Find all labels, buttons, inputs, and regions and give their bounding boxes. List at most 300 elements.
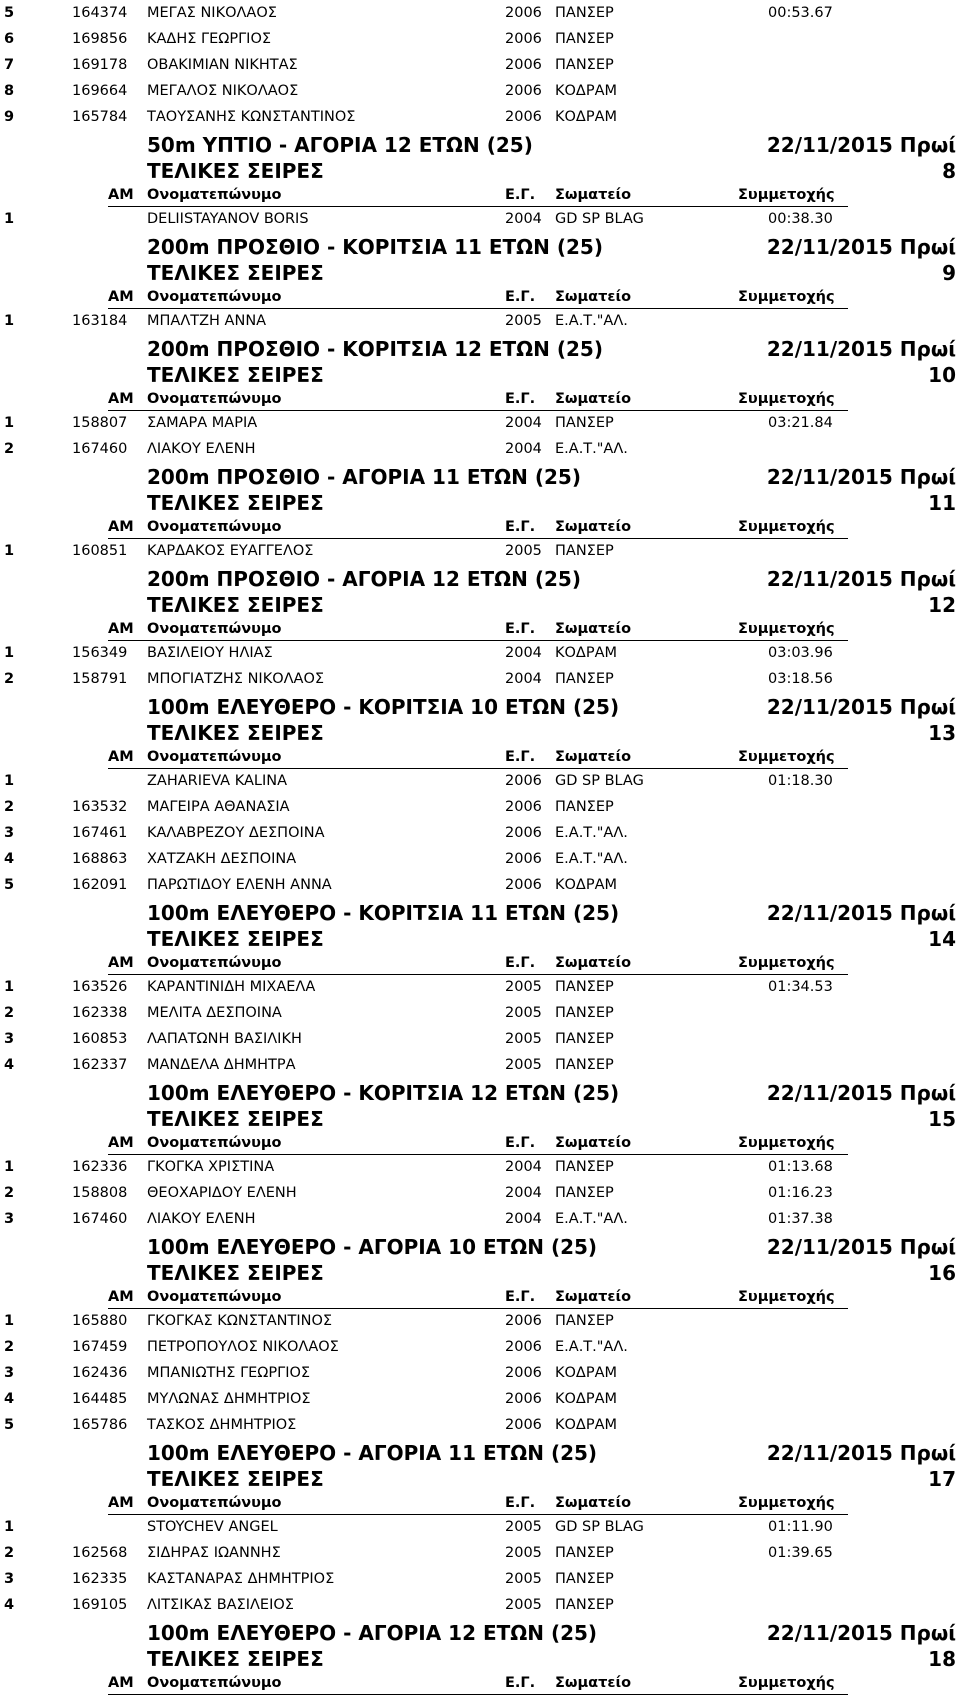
club-cell: ΚΟΔΡΑΜ <box>555 109 618 125</box>
rank-cell: 1 <box>4 415 15 431</box>
birth-year-cell: 2006 <box>505 5 542 21</box>
header-name: Ονοματεπώνυμο <box>147 1495 282 1511</box>
header-club: Σωματείο <box>555 1289 632 1305</box>
rank-cell: 3 <box>4 1031 15 1047</box>
club-cell: ΚΟΔΡΑΜ <box>555 1391 618 1407</box>
club-cell: ΠΑΝΣΕΡ <box>555 1159 614 1175</box>
event-final-label: ΤΕΛΙΚΕΣ ΣΕΙΡΕΣ <box>147 593 324 617</box>
athlete-name-cell: ΚΑΡΑΝΤΙΝΙΔΗ ΜΙΧΑΕΛΑ <box>147 979 316 995</box>
athlete-id-cell: 160853 <box>72 1031 128 1047</box>
athlete-name-cell: ΟΒΑΚΙΜΙΑΝ ΝΙΚΗΤΑΣ <box>147 57 298 73</box>
header-eg: Ε.Γ. <box>505 1675 536 1691</box>
event-title: 200m ΠΡΟΣΘΙΟ - ΑΓΟΡΙΑ 11 ΕΤΩΝ (25) <box>147 465 581 489</box>
club-cell: ΠΑΝΣΕΡ <box>555 1597 614 1613</box>
result-row <box>0 846 960 872</box>
athlete-id-cell: 169105 <box>72 1597 128 1613</box>
event-section <box>0 462 960 564</box>
event-final-label: ΤΕΛΙΚΕΣ ΣΕΙΡΕΣ <box>147 1647 324 1671</box>
event-header <box>0 898 960 974</box>
club-cell: ΚΟΔΡΑΜ <box>555 645 618 661</box>
result-row <box>0 1206 960 1232</box>
header-am: ΑΜ <box>108 955 134 971</box>
club-cell: ΠΑΝΣΕΡ <box>555 1185 614 1201</box>
athlete-name-cell: ΠΑΡΩΤΙΔΟΥ ΕΛΕΝΗ ΑΝΝΑ <box>147 877 332 893</box>
athlete-id-cell: 165784 <box>72 109 128 125</box>
column-headers <box>0 1132 960 1154</box>
athlete-name-cell: ΒΑΣΙΛΕΙΟΥ ΗΛΙΑΣ <box>147 645 273 661</box>
athlete-name-cell: ΚΑΛΑΒΡΕΖΟΥ ΔΕΣΠΟΙΝΑ <box>147 825 325 841</box>
athlete-id-cell: 162337 <box>72 1057 128 1073</box>
birth-year-cell: 2006 <box>505 1365 542 1381</box>
birth-year-cell: 2006 <box>505 109 542 125</box>
rank-cell: 4 <box>4 851 15 867</box>
event-section <box>0 1232 960 1438</box>
birth-year-cell: 2006 <box>505 1339 542 1355</box>
header-participation: Συμμετοχής <box>738 1135 835 1151</box>
event-number: 16 <box>928 1261 956 1285</box>
header-name: Ονοματεπώνυμο <box>147 955 282 971</box>
athlete-id-cell: 167461 <box>72 825 128 841</box>
club-cell: Ε.Α.Τ."ΑΛ. <box>555 313 628 329</box>
time-cell: 03:18.56 <box>768 671 833 687</box>
column-headers <box>0 746 960 768</box>
athlete-name-cell: STOYCHEV ANGEL <box>147 1519 278 1535</box>
athlete-id-cell: 162091 <box>72 877 128 893</box>
birth-year-cell: 2004 <box>505 671 542 687</box>
athlete-name-cell: ΜΠΑΛΤΖΗ ΑΝΝΑ <box>147 313 267 329</box>
athlete-id-cell: 165786 <box>72 1417 128 1433</box>
rank-cell: 1 <box>4 1159 15 1175</box>
result-row <box>0 538 960 564</box>
header-eg: Ε.Γ. <box>505 289 536 305</box>
result-row <box>0 308 960 334</box>
event-final-label: ΤΕΛΙΚΕΣ ΣΕΙΡΕΣ <box>147 1107 324 1131</box>
birth-year-cell: 2006 <box>505 773 542 789</box>
header-am: ΑΜ <box>108 1495 134 1511</box>
rank-cell: 3 <box>4 1211 15 1227</box>
rank-cell: 1 <box>4 1519 15 1535</box>
event-date: 22/11/2015 Πρωί <box>766 1235 956 1259</box>
club-cell: ΠΑΝΣΕΡ <box>555 1313 614 1329</box>
athlete-id-cell: 163184 <box>72 313 128 329</box>
birth-year-cell: 2005 <box>505 543 542 559</box>
time-cell: 03:21.84 <box>768 415 833 431</box>
club-cell: ΠΑΝΣΕΡ <box>555 1571 614 1587</box>
athlete-id-cell: 168863 <box>72 851 128 867</box>
athlete-name-cell: ΘΕΟΧΑΡΙΔΟΥ ΕΛΕΝΗ <box>147 1185 297 1201</box>
event-section <box>0 1078 960 1232</box>
event-final-label: ΤΕΛΙΚΕΣ ΣΕΙΡΕΣ <box>147 491 324 515</box>
header-name: Ονοματεπώνυμο <box>147 749 282 765</box>
column-headers <box>0 516 960 538</box>
club-cell: GD SP BLAG <box>555 1519 644 1535</box>
athlete-id-cell: 167459 <box>72 1339 128 1355</box>
birth-year-cell: 2006 <box>505 799 542 815</box>
event-section <box>0 232 960 334</box>
athlete-name-cell: ΜΠΑΝΙΩΤΗΣ ΓΕΩΡΓΙΟΣ <box>147 1365 311 1381</box>
event-date: 22/11/2015 Πρωί <box>766 901 956 925</box>
athlete-id-cell: 163526 <box>72 979 128 995</box>
club-cell: ΠΑΝΣΕΡ <box>555 1545 614 1561</box>
event-number: 12 <box>928 593 956 617</box>
event-header <box>0 334 960 410</box>
event-date: 22/11/2015 Πρωί <box>766 1081 956 1105</box>
rank-cell: 3 <box>4 1365 15 1381</box>
rank-cell: 2 <box>4 1339 15 1355</box>
club-cell: ΠΑΝΣΕΡ <box>555 57 614 73</box>
column-headers <box>0 184 960 206</box>
time-cell: 00:38.30 <box>768 211 833 227</box>
club-cell: ΚΟΔΡΑΜ <box>555 1417 618 1433</box>
club-cell: ΠΑΝΣΕΡ <box>555 543 614 559</box>
event-number: 14 <box>928 927 956 951</box>
event-date: 22/11/2015 Πρωί <box>766 133 956 157</box>
rank-cell: 1 <box>4 211 15 227</box>
event-header <box>0 232 960 308</box>
athlete-id-cell: 169664 <box>72 83 128 99</box>
rank-cell: 2 <box>4 1185 15 1201</box>
rank-cell: 2 <box>4 441 15 457</box>
header-eg: Ε.Γ. <box>505 519 536 535</box>
athlete-id-cell: 163532 <box>72 799 128 815</box>
athlete-id-cell: 162336 <box>72 1159 128 1175</box>
header-participation: Συμμετοχής <box>738 391 835 407</box>
event-date: 22/11/2015 Πρωί <box>766 465 956 489</box>
club-cell: Ε.Α.Τ."ΑΛ. <box>555 1339 628 1355</box>
athlete-id-cell: 158807 <box>72 415 128 431</box>
athlete-name-cell: ΜΑΓΕΙΡΑ ΑΘΑΝΑΣΙΑ <box>147 799 290 815</box>
birth-year-cell: 2005 <box>505 1597 542 1613</box>
header-am: ΑΜ <box>108 1675 134 1691</box>
result-row <box>0 794 960 820</box>
club-cell: ΚΟΔΡΑΜ <box>555 83 618 99</box>
birth-year-cell: 2005 <box>505 1519 542 1535</box>
result-row <box>0 436 960 462</box>
rank-cell: 2 <box>4 1545 15 1561</box>
result-row <box>0 1514 960 1540</box>
header-participation: Συμμετοχής <box>738 1675 835 1691</box>
athlete-id-cell: 167460 <box>72 441 128 457</box>
rank-cell: 5 <box>4 877 15 893</box>
athlete-name-cell: ΣΑΜΑΡΑ ΜΑΡΙΑ <box>147 415 258 431</box>
result-row <box>0 1386 960 1412</box>
header-participation: Συμμετοχής <box>738 519 835 535</box>
result-row <box>0 1000 960 1026</box>
birth-year-cell: 2005 <box>505 1031 542 1047</box>
result-row <box>0 1566 960 1592</box>
club-cell: GD SP BLAG <box>555 211 644 227</box>
athlete-name-cell: ΛΙΑΚΟΥ ΕΛΕΝΗ <box>147 441 256 457</box>
event-number: 11 <box>928 491 956 515</box>
event-title: 50m ΥΠΤΙΟ - ΑΓΟΡΙΑ 12 ΕΤΩΝ (25) <box>147 133 533 157</box>
event-section <box>0 1618 960 1694</box>
athlete-name-cell: ΛΙΤΣΙΚΑΣ ΒΑΣΙΛΕΙΟΣ <box>147 1597 294 1613</box>
event-section <box>0 130 960 232</box>
event-final-label: ΤΕΛΙΚΕΣ ΣΕΙΡΕΣ <box>147 1467 324 1491</box>
header-am: ΑΜ <box>108 621 134 637</box>
event-title: 200m ΠΡΟΣΘΙΟ - ΚΟΡΙΤΣΙΑ 11 ΕΤΩΝ (25) <box>147 235 603 259</box>
rank-cell: 4 <box>4 1391 15 1407</box>
rank-cell: 6 <box>4 31 15 47</box>
time-cell: 01:34.53 <box>768 979 833 995</box>
athlete-id-cell: 162568 <box>72 1545 128 1561</box>
result-row <box>0 52 960 78</box>
header-eg: Ε.Γ. <box>505 621 536 637</box>
athlete-name-cell: ΜΥΛΩΝΑΣ ΔΗΜΗΤΡΙΟΣ <box>147 1391 311 1407</box>
athlete-id-cell: 167460 <box>72 1211 128 1227</box>
birth-year-cell: 2005 <box>505 979 542 995</box>
birth-year-cell: 2005 <box>505 313 542 329</box>
event-section <box>0 1438 960 1618</box>
athlete-name-cell: ΚΑΡΔΑΚΟΣ ΕΥΑΓΓΕΛΟΣ <box>147 543 314 559</box>
header-participation: Συμμετοχής <box>738 749 835 765</box>
rank-cell: 4 <box>4 1597 15 1613</box>
rank-cell: 3 <box>4 1571 15 1587</box>
column-headers <box>0 1492 960 1514</box>
event-number: 17 <box>928 1467 956 1491</box>
rank-cell: 5 <box>4 5 15 21</box>
athlete-id-cell: 169178 <box>72 57 128 73</box>
event-title: 100m ΕΛΕΥΘΕΡΟ - ΑΓΟΡΙΑ 11 ΕΤΩΝ (25) <box>147 1441 598 1465</box>
result-row <box>0 820 960 846</box>
athlete-name-cell: ΜΠΟΓΙΑΤΖΗΣ ΝΙΚΟΛΑΟΣ <box>147 671 325 687</box>
column-headers <box>0 1286 960 1308</box>
club-cell: Ε.Α.Τ."ΑΛ. <box>555 441 628 457</box>
rank-cell: 1 <box>4 543 15 559</box>
column-headers <box>0 286 960 308</box>
event-final-label: ΤΕΛΙΚΕΣ ΣΕΙΡΕΣ <box>147 721 324 745</box>
athlete-name-cell: ΠΕΤΡΟΠΟΥΛΟΣ ΝΙΚΟΛΑΟΣ <box>147 1339 339 1355</box>
event-number: 8 <box>942 159 956 183</box>
time-cell: 01:37.38 <box>768 1211 833 1227</box>
athlete-id-cell: 162436 <box>72 1365 128 1381</box>
athlete-name-cell: ΓΚΟΓΚΑ ΧΡΙΣΤΙΝΑ <box>147 1159 275 1175</box>
birth-year-cell: 2006 <box>505 1417 542 1433</box>
event-number: 15 <box>928 1107 956 1131</box>
event-date: 22/11/2015 Πρωί <box>766 1441 956 1465</box>
rank-cell: 1 <box>4 645 15 661</box>
birth-year-cell: 2006 <box>505 1313 542 1329</box>
event-title: 200m ΠΡΟΣΘΙΟ - ΑΓΟΡΙΑ 12 ΕΤΩΝ (25) <box>147 567 581 591</box>
athlete-name-cell: ΜΕΓΑΛΟΣ ΝΙΚΟΛΑΟΣ <box>147 83 299 99</box>
event-title: 100m ΕΛΕΥΘΕΡΟ - ΑΓΟΡΙΑ 10 ΕΤΩΝ (25) <box>147 1235 598 1259</box>
birth-year-cell: 2004 <box>505 645 542 661</box>
club-cell: ΠΑΝΣΕΡ <box>555 671 614 687</box>
result-row <box>0 974 960 1000</box>
header-participation: Συμμετοχής <box>738 289 835 305</box>
column-headers <box>0 388 960 410</box>
athlete-name-cell: ΚΑΣΤΑΝΑΡΑΣ ΔΗΜΗΤΡΙΟΣ <box>147 1571 335 1587</box>
result-row <box>0 1360 960 1386</box>
header-name: Ονοματεπώνυμο <box>147 519 282 535</box>
event-date: 22/11/2015 Πρωί <box>766 1621 956 1645</box>
result-row <box>0 768 960 794</box>
header-club: Σωματείο <box>555 1135 632 1151</box>
athlete-id-cell: 162338 <box>72 1005 128 1021</box>
time-cell: 01:18.30 <box>768 773 833 789</box>
event-final-label: ΤΕΛΙΚΕΣ ΣΕΙΡΕΣ <box>147 261 324 285</box>
club-cell: ΠΑΝΣΕΡ <box>555 1031 614 1047</box>
event-title: 100m ΕΛΕΥΘΕΡΟ - ΑΓΟΡΙΑ 12 ΕΤΩΝ (25) <box>147 1621 598 1645</box>
club-cell: ΚΟΔΡΑΜ <box>555 1365 618 1381</box>
event-date: 22/11/2015 Πρωί <box>766 337 956 361</box>
birth-year-cell: 2006 <box>505 877 542 893</box>
event-number: 13 <box>928 721 956 745</box>
result-row <box>0 0 960 26</box>
club-cell: ΠΑΝΣΕΡ <box>555 979 614 995</box>
birth-year-cell: 2006 <box>505 31 542 47</box>
header-am: ΑΜ <box>108 519 134 535</box>
result-row <box>0 26 960 52</box>
header-name: Ονοματεπώνυμο <box>147 1289 282 1305</box>
birth-year-cell: 2006 <box>505 57 542 73</box>
athlete-id-cell: 158791 <box>72 671 128 687</box>
athlete-id-cell: 156349 <box>72 645 128 661</box>
header-club: Σωματείο <box>555 1675 632 1691</box>
event-header <box>0 1078 960 1154</box>
athlete-name-cell: ΣΙΔΗΡΑΣ ΙΩΑΝΝΗΣ <box>147 1545 281 1561</box>
club-cell: GD SP BLAG <box>555 773 644 789</box>
event-header <box>0 692 960 768</box>
event-title: 100m ΕΛΕΥΘΕΡΟ - ΚΟΡΙΤΣΙΑ 10 ΕΤΩΝ (25) <box>147 695 620 719</box>
event-final-label: ΤΕΛΙΚΕΣ ΣΕΙΡΕΣ <box>147 1261 324 1285</box>
rank-cell: 1 <box>4 979 15 995</box>
event-header <box>0 462 960 538</box>
event-header <box>0 1438 960 1514</box>
time-cell: 01:16.23 <box>768 1185 833 1201</box>
event-number: 18 <box>928 1647 956 1671</box>
result-row <box>0 1412 960 1438</box>
birth-year-cell: 2004 <box>505 211 542 227</box>
header-club: Σωματείο <box>555 391 632 407</box>
result-row <box>0 1180 960 1206</box>
event-section <box>0 692 960 898</box>
rank-cell: 7 <box>4 57 15 73</box>
club-cell: ΠΑΝΣΕΡ <box>555 415 614 431</box>
header-club: Σωματείο <box>555 1495 632 1511</box>
athlete-id-cell: 169856 <box>72 31 128 47</box>
header-am: ΑΜ <box>108 289 134 305</box>
header-am: ΑΜ <box>108 1289 134 1305</box>
header-am: ΑΜ <box>108 749 134 765</box>
result-row <box>0 1154 960 1180</box>
birth-year-cell: 2004 <box>505 441 542 457</box>
rank-cell: 2 <box>4 671 15 687</box>
club-cell: Ε.Α.Τ."ΑΛ. <box>555 851 628 867</box>
rank-cell: 3 <box>4 825 15 841</box>
result-row <box>0 1334 960 1360</box>
birth-year-cell: 2004 <box>505 1159 542 1175</box>
athlete-name-cell: ZAHARIEVA KALINA <box>147 773 288 789</box>
athlete-id-cell: 160851 <box>72 543 128 559</box>
header-name: Ονοματεπώνυμο <box>147 289 282 305</box>
club-cell: Ε.Α.Τ."ΑΛ. <box>555 825 628 841</box>
result-row <box>0 1052 960 1078</box>
event-final-label: ΤΕΛΙΚΕΣ ΣΕΙΡΕΣ <box>147 363 324 387</box>
event-section <box>0 334 960 462</box>
athlete-name-cell: ΤΑΟΥΣΑΝΗΣ ΚΩΝΣΤΑΝΤΙΝΟΣ <box>147 109 356 125</box>
header-am: ΑΜ <box>108 391 134 407</box>
birth-year-cell: 2005 <box>505 1545 542 1561</box>
header-name: Ονοματεπώνυμο <box>147 1675 282 1691</box>
birth-year-cell: 2005 <box>505 1057 542 1073</box>
club-cell: ΠΑΝΣΕΡ <box>555 31 614 47</box>
rank-cell: 9 <box>4 109 15 125</box>
header-eg: Ε.Γ. <box>505 187 536 203</box>
result-row <box>0 1540 960 1566</box>
athlete-name-cell: ΤΑΣΚΟΣ ΔΗΜΗΤΡΙΟΣ <box>147 1417 297 1433</box>
event-date: 22/11/2015 Πρωί <box>766 235 956 259</box>
rank-cell: 2 <box>4 799 15 815</box>
club-cell: ΠΑΝΣΕΡ <box>555 1005 614 1021</box>
header-club: Σωματείο <box>555 187 632 203</box>
header-eg: Ε.Γ. <box>505 1495 536 1511</box>
header-am: ΑΜ <box>108 187 134 203</box>
rank-cell: 4 <box>4 1057 15 1073</box>
header-club: Σωματείο <box>555 955 632 971</box>
athlete-id-cell: 164485 <box>72 1391 128 1407</box>
athlete-name-cell: ΛΙΑΚΟΥ ΕΛΕΝΗ <box>147 1211 256 1227</box>
header-name: Ονοματεπώνυμο <box>147 621 282 637</box>
header-eg: Ε.Γ. <box>505 391 536 407</box>
event-title: 100m ΕΛΕΥΘΕΡΟ - ΚΟΡΙΤΣΙΑ 12 ΕΤΩΝ (25) <box>147 1081 620 1105</box>
birth-year-cell: 2006 <box>505 825 542 841</box>
header-eg: Ε.Γ. <box>505 955 536 971</box>
event-date: 22/11/2015 Πρωί <box>766 567 956 591</box>
birth-year-cell: 2006 <box>505 1391 542 1407</box>
header-name: Ονοματεπώνυμο <box>147 391 282 407</box>
rank-cell: 8 <box>4 83 15 99</box>
header-eg: Ε.Γ. <box>505 1289 536 1305</box>
result-row <box>0 1308 960 1334</box>
time-cell: 03:03.96 <box>768 645 833 661</box>
athlete-name-cell: ΧΑΤΖΑΚΗ ΔΕΣΠΟΙΝΑ <box>147 851 297 867</box>
event-section <box>0 898 960 1078</box>
athlete-id-cell: 158808 <box>72 1185 128 1201</box>
event-header <box>0 564 960 640</box>
club-cell: ΠΑΝΣΕΡ <box>555 1057 614 1073</box>
club-cell: ΚΟΔΡΑΜ <box>555 877 618 893</box>
rank-cell: 5 <box>4 1417 15 1433</box>
athlete-name-cell: ΜΑΝΔΕΛΑ ΔΗΜΗΤΡΑ <box>147 1057 296 1073</box>
event-final-label: ΤΕΛΙΚΕΣ ΣΕΙΡΕΣ <box>147 927 324 951</box>
event-title: 100m ΕΛΕΥΘΕΡΟ - ΚΟΡΙΤΣΙΑ 11 ΕΤΩΝ (25) <box>147 901 620 925</box>
birth-year-cell: 2004 <box>505 1211 542 1227</box>
header-name: Ονοματεπώνυμο <box>147 187 282 203</box>
result-row <box>0 872 960 898</box>
header-participation: Συμμετοχής <box>738 1289 835 1305</box>
athlete-id-cell: 165880 <box>72 1313 128 1329</box>
event-date: 22/11/2015 Πρωί <box>766 695 956 719</box>
header-eg: Ε.Γ. <box>505 1135 536 1151</box>
header-participation: Συμμετοχής <box>738 1495 835 1511</box>
event-header <box>0 130 960 206</box>
athlete-name-cell: ΜΕΓΑΣ ΝΙΚΟΛΑΟΣ <box>147 5 277 21</box>
athlete-id-cell: 162335 <box>72 1571 128 1587</box>
header-name: Ονοματεπώνυμο <box>147 1135 282 1151</box>
club-cell: ΠΑΝΣΕΡ <box>555 799 614 815</box>
header-am: ΑΜ <box>108 1135 134 1151</box>
athlete-name-cell: ΚΑΔΗΣ ΓΕΩΡΓΙΟΣ <box>147 31 272 47</box>
column-headers <box>0 952 960 974</box>
birth-year-cell: 2004 <box>505 415 542 431</box>
athlete-name-cell: ΜΕΛΙΤΑ ΔΕΣΠΟΙΝΑ <box>147 1005 282 1021</box>
athlete-name-cell: DELIISTAYANOV BORIS <box>147 211 309 227</box>
rank-cell: 1 <box>4 1313 15 1329</box>
rank-cell: 2 <box>4 1005 15 1021</box>
event-number: 9 <box>942 261 956 285</box>
event-header <box>0 1618 960 1694</box>
